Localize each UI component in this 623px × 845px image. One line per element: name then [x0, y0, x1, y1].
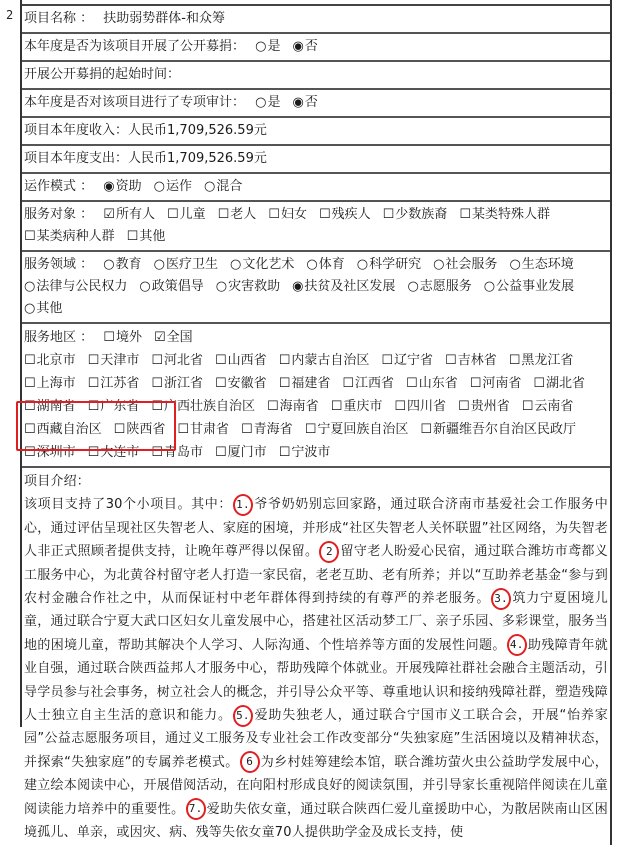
project-intro-lead: 该项目支持了30个小项目。其中： [24, 497, 232, 513]
checkbox-unchecked-icon: ☐ [103, 330, 115, 345]
radio-unselected-icon: ○ [255, 39, 267, 54]
option-label: 吉林省 [457, 353, 497, 368]
intro-item-text: 爱助失依女童，通过联合陕西仁爱儿童援助中心，为散居陕南山区困境孤儿、单亲，或因灾、病、残等失依女童70人提供助学金及成长支持，使 [24, 801, 608, 841]
region-checkbox-option[interactable] [305, 418, 409, 441]
region-checkbox-option[interactable] [406, 372, 458, 395]
checkbox-unchecked-icon: ☐ [151, 376, 163, 391]
service-targets-label: 服务对象 ： [24, 207, 94, 222]
option-label: 上海市 [36, 376, 76, 391]
radio-unselected-icon: ○ [24, 301, 36, 316]
option-label: 新疆维吾尔自治区民政厅 [433, 422, 577, 437]
option-label: 西藏自治区 [36, 422, 102, 437]
option-label: 资助 [115, 179, 142, 194]
option-label: 青海省 [253, 422, 293, 437]
checkbox-unchecked-icon: ☐ [330, 399, 343, 414]
option-label: 山西省 [227, 353, 267, 368]
checkbox-option[interactable] [24, 226, 115, 248]
option-label: 残疾人 [331, 207, 371, 222]
option-label: 某类病种人群 [36, 229, 115, 244]
intro-item-text: 为乡村娃筹建绘本馆，联合潍坊萤火虫公益助学发展中心，建立绘本阅读中心，开展借阅活动，在向阳村形成良好的阅读氛围，并引导家长重视陪伴阅读在儿童阅读能力培养中的重要性。 [24, 754, 608, 817]
checkbox-unchecked-icon: ☐ [406, 376, 418, 391]
option-label: 所有人 [115, 207, 155, 222]
radio-option[interactable] [357, 254, 421, 276]
option-label: 政策倡导 [151, 279, 204, 294]
option-label: 老人 [230, 207, 257, 222]
option-label: 其他 [36, 301, 63, 316]
checkbox-unchecked-icon: ☐ [278, 353, 291, 368]
region-checkbox-option[interactable] [279, 372, 331, 395]
radio-option[interactable] [306, 254, 344, 276]
radio-unselected-icon: ○ [433, 257, 445, 272]
option-label: 科学研究 [369, 257, 422, 272]
checkbox-unchecked-icon: ☐ [278, 376, 291, 391]
checkbox-unchecked-icon: ☐ [382, 207, 395, 222]
option-label: 厦门市 [227, 445, 267, 460]
checkbox-unchecked-icon: ☐ [304, 422, 317, 437]
region-checkbox-option[interactable] [279, 441, 331, 464]
radio-selected-icon: ◉ [103, 179, 115, 194]
checkbox-unchecked-icon: ☐ [24, 353, 36, 368]
radio-option[interactable] [230, 254, 294, 276]
public-fundraising-label: 本年度是否为该项目开展了公开募捐： [24, 39, 246, 54]
expense-value: 人民币1,709,526.59元 [128, 151, 267, 166]
region-checkbox-option[interactable] [151, 349, 203, 372]
special-audit-label: 本年度是否对该项目进行了专项审计： [24, 95, 246, 110]
income-label: 项目本年度收入： [24, 123, 129, 138]
radio-option[interactable] [103, 254, 141, 276]
option-label: 扶贫及社区发展 [304, 279, 396, 294]
option-label: 深圳市 [36, 445, 76, 460]
service-region-scope [103, 330, 204, 345]
checkbox-option[interactable] [319, 204, 371, 226]
special-audit-options [255, 95, 330, 110]
radio-option[interactable] [255, 92, 280, 114]
checkbox-option[interactable] [127, 226, 166, 248]
checkbox-unchecked-icon: ☐ [459, 207, 471, 222]
option-label: 云南省 [534, 399, 574, 414]
checkbox-unchecked-icon: ☐ [278, 445, 291, 460]
region-checkbox-option[interactable] [279, 349, 370, 372]
option-label: 全国 [166, 330, 193, 345]
option-label: 大连市 [100, 445, 140, 460]
project-name-row [22, 6, 610, 34]
checkbox-unchecked-icon: ☐ [87, 399, 100, 414]
checkbox-checked-icon: ☑ [153, 330, 166, 345]
region-checkbox-option[interactable] [24, 372, 76, 395]
operation-mode-label: 运作模式 ： [24, 179, 94, 194]
option-label: 青岛市 [164, 445, 204, 460]
checkbox-unchecked-icon: ☐ [267, 399, 279, 414]
option-label: 河北省 [164, 353, 204, 368]
checkbox-option[interactable] [167, 204, 206, 226]
project-name-value: 扶助弱势群体-和众筹 [103, 11, 225, 26]
region-checkbox-option[interactable] [445, 349, 497, 372]
radio-option[interactable] [292, 276, 395, 298]
option-label: 是 [267, 39, 281, 54]
radio-option[interactable] [24, 276, 127, 298]
region-checkbox-option[interactable] [88, 349, 140, 372]
option-label: 儿童 [179, 207, 206, 222]
service-fields-row [22, 252, 610, 324]
checkbox-unchecked-icon: ☐ [241, 422, 253, 437]
radio-selected-icon: ◉ [292, 279, 304, 294]
annotation-circle-marker: 7. [186, 798, 206, 820]
option-label: 广东省 [100, 399, 140, 414]
annotation-circle-marker: 5. [233, 705, 253, 727]
checkbox-unchecked-icon: ☐ [24, 422, 36, 437]
radio-option[interactable] [154, 254, 218, 276]
service-region-label: 服务地区 ： [24, 330, 94, 345]
annotation-highlight-box [16, 401, 176, 451]
option-label: 安徽省 [227, 376, 267, 391]
radio-option[interactable] [216, 276, 280, 298]
option-label: 河南省 [482, 376, 522, 391]
option-label: 文化艺术 [242, 257, 295, 272]
checkbox-unchecked-icon: ☐ [151, 399, 163, 414]
radio-option[interactable] [509, 254, 573, 276]
option-label: 运作 [165, 179, 192, 194]
row-number: 2 [6, 8, 14, 22]
project-intro-items [24, 497, 608, 840]
fundraising-start-row [22, 62, 610, 90]
option-label: 医疗卫生 [165, 257, 218, 272]
annotation-circle-marker: 4. [507, 634, 527, 656]
option-label: 辽宁省 [394, 353, 434, 368]
radio-unselected-icon: ○ [407, 279, 419, 294]
radio-option[interactable] [103, 176, 141, 198]
option-label: 甘肃省 [190, 422, 230, 437]
annotation-circle-marker: 3. [491, 588, 511, 610]
region-checkbox-option[interactable] [88, 372, 140, 395]
checkbox-unchecked-icon: ☐ [458, 399, 470, 414]
option-label: 江苏省 [100, 376, 140, 391]
checkbox-unchecked-icon: ☐ [394, 399, 407, 414]
checkbox-unchecked-icon: ☐ [151, 353, 163, 368]
radio-option[interactable] [293, 92, 318, 114]
operation-mode-options [103, 179, 254, 194]
option-label: 广西壮族自治区 [164, 399, 256, 414]
checkbox-option[interactable] [218, 204, 257, 226]
radio-unselected-icon: ○ [230, 257, 242, 272]
public-fundraising-row [22, 34, 610, 62]
radio-unselected-icon: ○ [509, 257, 521, 272]
region-checkbox-option[interactable] [458, 395, 510, 418]
option-label: 天津市 [100, 353, 140, 368]
service-fields-label: 服务领域 ： [24, 257, 94, 272]
radio-option[interactable] [154, 176, 192, 198]
checkbox-unchecked-icon: ☐ [342, 376, 355, 391]
region-checkbox-option[interactable] [215, 441, 267, 464]
radio-unselected-icon: ○ [139, 279, 151, 294]
option-label: 其他 [139, 229, 166, 244]
region-checkbox-option[interactable] [241, 418, 293, 441]
region-checkbox-option[interactable] [533, 372, 585, 395]
service-targets-options [24, 207, 562, 244]
checkbox-unchecked-icon: ☐ [166, 207, 179, 222]
radio-option[interactable] [407, 276, 471, 298]
radio-selected-icon: ◉ [292, 39, 304, 54]
option-label: 内蒙古自治区 [291, 353, 370, 368]
option-label: 黑龙江省 [521, 353, 574, 368]
region-checkbox-option[interactable] [267, 395, 319, 418]
radio-unselected-icon: ○ [103, 257, 115, 272]
checkbox-unchecked-icon: ☐ [217, 207, 230, 222]
option-label: 是 [267, 95, 281, 110]
option-label: 法律与公民权力 [36, 279, 128, 294]
radio-unselected-icon: ○ [153, 257, 165, 272]
region-checkbox-option[interactable] [509, 349, 574, 372]
income-value: 人民币1,709,526.59元 [128, 123, 267, 138]
option-label: 浙江省 [164, 376, 204, 391]
option-label: 否 [304, 39, 318, 54]
radio-option[interactable] [484, 276, 574, 298]
radio-option[interactable] [24, 298, 62, 320]
checkbox-unchecked-icon: ☐ [215, 445, 227, 460]
service-targets-row [22, 202, 610, 252]
option-label: 体育 [318, 257, 345, 272]
option-label: 社会服务 [445, 257, 498, 272]
region-checkbox-option[interactable] [394, 395, 446, 418]
radio-selected-icon: ◉ [292, 95, 304, 110]
option-label: 四川省 [407, 399, 447, 414]
option-label: 北京市 [36, 353, 76, 368]
project-name-label: 项目名称 ： [24, 11, 94, 26]
option-label: 宁波市 [291, 445, 331, 460]
checkbox-option[interactable] [268, 204, 307, 226]
option-label: 教育 [115, 257, 142, 272]
radio-option[interactable] [433, 254, 497, 276]
region-checkbox-option[interactable] [151, 372, 203, 395]
radio-option[interactable] [139, 276, 203, 298]
annotation-circle-marker: 1. [233, 494, 253, 516]
radio-unselected-icon: ○ [255, 95, 267, 110]
checkbox-unchecked-icon: ☐ [521, 399, 534, 414]
checkbox-unchecked-icon: ☐ [318, 207, 331, 222]
checkbox-unchecked-icon: ☐ [87, 445, 100, 460]
radio-unselected-icon: ○ [306, 257, 318, 272]
option-label: 某类特殊人群 [471, 207, 550, 222]
checkbox-option[interactable] [103, 204, 155, 226]
checkbox-checked-icon: ☑ [103, 207, 115, 222]
option-label: 否 [304, 95, 318, 110]
region-checkbox-option[interactable] [177, 418, 229, 441]
radio-unselected-icon: ○ [153, 179, 165, 194]
option-label: 宁夏回族自治区 [317, 422, 409, 437]
region-checkbox-option[interactable] [342, 372, 394, 395]
checkbox-unchecked-icon: ☐ [420, 422, 433, 437]
option-label: 灾害救助 [228, 279, 281, 294]
option-label: 公益事业发展 [496, 279, 575, 294]
checkbox-option[interactable] [154, 326, 193, 349]
checkbox-unchecked-icon: ☐ [533, 376, 546, 391]
option-label: 山东省 [418, 376, 458, 391]
region-checkbox-option[interactable] [420, 418, 576, 441]
checkbox-unchecked-icon: ☐ [24, 376, 36, 391]
option-label: 生态环境 [521, 257, 574, 272]
operation-mode-row [22, 174, 610, 202]
checkbox-unchecked-icon: ☐ [215, 376, 227, 391]
expense-row [22, 146, 610, 174]
option-label: 贵州省 [470, 399, 510, 414]
radio-unselected-icon: ○ [215, 279, 228, 294]
region-checkbox-option[interactable] [215, 349, 267, 372]
row-index-column [0, 0, 22, 727]
expense-label: 项目本年度支出： [24, 151, 129, 166]
radio-option[interactable] [255, 36, 280, 58]
service-fields-options [24, 257, 586, 316]
checkbox-unchecked-icon: ☐ [24, 229, 36, 244]
option-label: 湖北省 [546, 376, 586, 391]
intro-item-text: 筑力宁夏困境儿童，通过联合宁夏大武口区妇女儿童发展中心，搭建社区活动梦工厂、亲子乐园、多彩课堂，服务当地的困境儿童，帮助其解决个人学习、人际沟通、个性培养等方面的发展性问题。 [24, 591, 608, 653]
checkbox-unchecked-icon: ☐ [87, 376, 100, 391]
checkbox-unchecked-icon: ☐ [508, 353, 521, 368]
checkbox-unchecked-icon: ☐ [113, 422, 126, 437]
radio-unselected-icon: ○ [483, 279, 496, 294]
checkbox-unchecked-icon: ☐ [215, 353, 227, 368]
checkbox-unchecked-icon: ☐ [381, 353, 394, 368]
option-label: 江西省 [355, 376, 395, 391]
checkbox-unchecked-icon: ☐ [445, 353, 457, 368]
intro-item-text: 爱助失独老人，通过联合宁国市义工联合会，开展“怡养家园”公益志愿服务项目，通过义工服务及专业社会工作改变部分“失独家庭”生活困境以及精神状态，并探索“失独家庭”的专属养老模式。 [24, 708, 608, 770]
project-intro-section [22, 468, 610, 845]
option-label: 福建省 [291, 376, 331, 391]
checkbox-unchecked-icon: ☐ [469, 376, 482, 391]
radio-unselected-icon: ○ [204, 179, 216, 194]
region-checkbox-option[interactable] [522, 395, 574, 418]
checkbox-option[interactable] [459, 204, 550, 226]
option-label: 陕西省 [126, 422, 166, 437]
checkbox-unchecked-icon: ☐ [126, 229, 139, 244]
checkbox-option[interactable] [383, 204, 448, 226]
annotation-circle-marker: 6 [240, 751, 260, 773]
radio-unselected-icon: ○ [356, 257, 369, 272]
intro-item-text: 助残障青年就业自强，通过联合陕西益邦人才服务中心，帮助残障个体就业。开展残障社群社会融合主题活动，引导学员参与社会事务，树立社会人的概念，并引导公众平等、尊重地认识和接纳残障社群，塑造残障人士独立自主生活的意识和能力。 [24, 637, 609, 724]
intro-item-text: 爷爷奶奶别忘回家路，通过联合济南市基爱社会工作服务中心，通过评估呈现社区失智老人、家庭的困境，并形成“社区失智老人关怀联盟”社区网络，为失智老人非正式照顾者提供支持，让晚年尊严得以保留。 [24, 497, 608, 560]
region-checkbox-option[interactable] [381, 349, 433, 372]
radio-unselected-icon: ○ [24, 279, 36, 294]
checkbox-unchecked-icon: ☐ [87, 353, 100, 368]
region-checkbox-option[interactable] [215, 372, 267, 395]
special-audit-row [22, 90, 610, 118]
option-label: 湖南省 [36, 399, 76, 414]
checkbox-unchecked-icon: ☐ [177, 422, 189, 437]
annotation-circle-marker: 2 [319, 541, 339, 563]
checkbox-unchecked-icon: ☐ [151, 445, 163, 460]
option-label: 重庆市 [343, 399, 383, 414]
project-intro-label: 项目介绍： [24, 474, 91, 489]
radio-option[interactable] [204, 176, 242, 198]
option-label: 海南省 [279, 399, 319, 414]
option-label: 志愿服务 [419, 279, 472, 294]
fundraising-start-label: 开展公开募捐的起始时间： [24, 67, 181, 82]
option-label: 境外 [115, 330, 142, 345]
region-checkbox-option[interactable] [470, 372, 522, 395]
option-label: 妇女 [280, 207, 307, 222]
region-checkbox-option[interactable] [24, 349, 76, 372]
intro-item-text: 留守老人盼爱心民宿，通过联合潍坊市鸢都义工服务中心，为北黄谷村留守老人打造一家民宿，老老互助、老有所养；并以“互助养老基金“参与到农村金融合作社之中，从而保证村中老年群体得到持续的有尊严的养老服务。 [24, 544, 608, 607]
checkbox-unchecked-icon: ☐ [268, 207, 280, 222]
checkbox-option[interactable] [103, 326, 142, 349]
public-fundraising-options [255, 39, 330, 54]
option-label: 混合 [216, 179, 243, 194]
checkbox-unchecked-icon: ☐ [24, 445, 36, 460]
radio-option[interactable] [293, 36, 318, 58]
checkbox-unchecked-icon: ☐ [24, 399, 36, 414]
option-label: 少数族裔 [395, 207, 448, 222]
region-checkbox-option[interactable] [331, 395, 383, 418]
income-row [22, 118, 610, 146]
project-intro-body [24, 493, 608, 844]
